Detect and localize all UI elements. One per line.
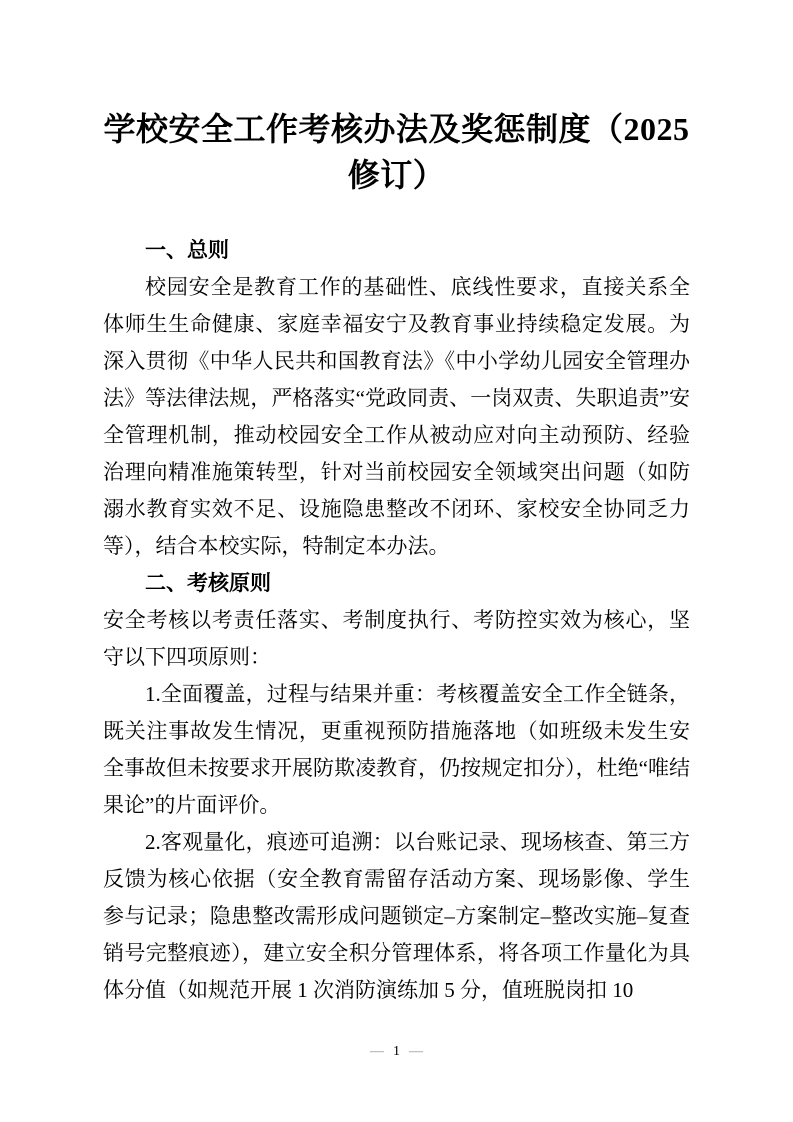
title-line-1: 学校安全工作考核办法及奖惩制度（2025 [103, 111, 690, 147]
page-footer [0, 1044, 793, 1060]
footer-dash-right: — [409, 1044, 423, 1059]
paragraph: 1.全面覆盖，过程与结果并重：考核覆盖安全工作全链条，既关注事故发生情况，更重视预防措施落地（如班级未发生安全事故但未按要求开展防欺凌教育，仍按规定扣分），杜绝“唯结果论”的片面评价。 [103, 682, 690, 817]
document-content [103, 0, 690, 1022]
footer-dash-left: — [370, 1044, 384, 1059]
paragraph: 校园安全是教育工作的基础性、底线性要求，直接关系全体师生生命健康、家庭幸福安宁及教育事业持续稳定发展。为深入贯彻《中华人民共和国教育法》《中小学幼儿园安全管理办法》等法律法规，严格落实“党政同责、一岗双责、失职追责”安全管理机制，推动校园安全工作从被动应对向主动预防、经验治理向精准施策转型，针对当前校园安全领域突出问题（如防溺水教育实效不足、设施隐患整改不闭环、家校安全协同乏力等），结合本校实际，特制定本办法。 [103, 275, 690, 558]
section-heading-2: 二、考核原则 [145, 572, 271, 595]
section-heading-1: 一、总则 [145, 239, 229, 262]
title-line-2: 修订） [347, 157, 446, 193]
page-number: 1 [393, 1044, 400, 1059]
paragraph: 安全考核以考责任落实、考制度执行、考防控实效为核心，坚守以下四项原则： [103, 608, 690, 669]
document-body [103, 232, 690, 1009]
document-title [103, 106, 690, 198]
paragraph: 2.客观量化，痕迹可追溯：以台账记录、现场核查、第三方反馈为核心依据（安全教育需留存活动方案、现场影像、学生参与记录；隐患整改需形成问题锁定–方案制定–整改实施–复查销号完整痕迹），建立安全积分管理体系，将各项工作量化为具体分值（如规范开展 1 次消防演练加 5 分，值班脱岗扣 10 [103, 830, 690, 1002]
